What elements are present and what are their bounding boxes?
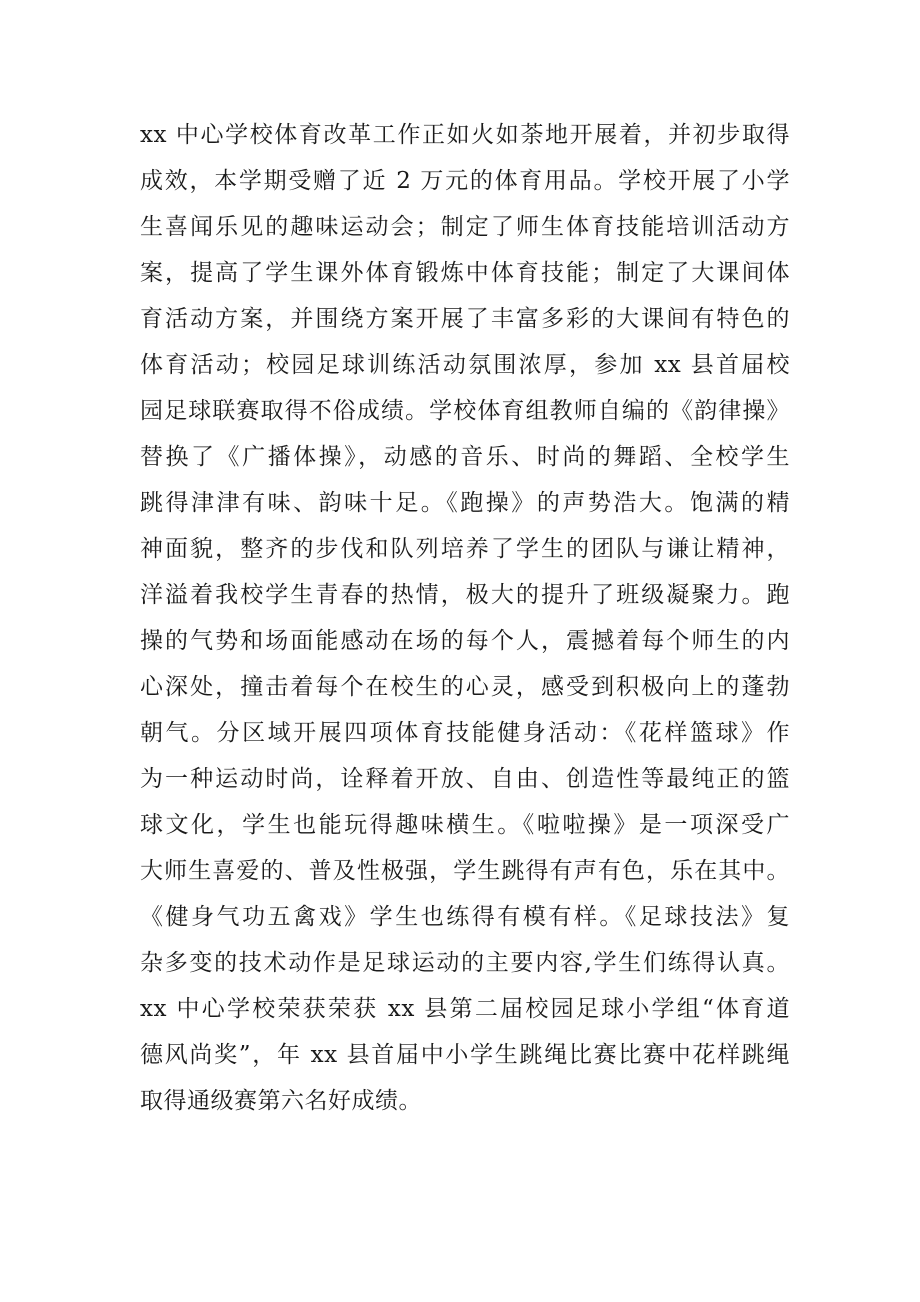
text-line: 操的气势和场面能感动在场的每个人，震撼着每个师生的内 [140,628,790,654]
body-paragraph [140,112,790,1124]
text-line: 成效，本学期受赠了近 2 万元的体育用品。学校开展了小学 [140,168,790,194]
text-line: xx 中心学校体育改革工作正如火如荼地开展着，并初步取得 [140,122,790,148]
text-line: 球文化，学生也能玩得趣味横生。《啦啦操》是一项深受广 [140,812,790,838]
text-line: 神面貌，整齐的步伐和队列培养了学生的团队与谦让精神， [140,536,790,562]
text-line: xx 中心学校荣获荣获 xx 县第二届校园足球小学组“体育道 [140,996,790,1022]
text-line: 育活动方案，并围绕方案开展了丰富多彩的大课间有特色的 [140,306,790,332]
text-line: 生喜闻乐见的趣味运动会；制定了师生体育技能培训活动方 [140,214,790,240]
text-line: 体育活动；校园足球训练活动氛围浓厚，参加 xx 县首届校 [140,352,790,378]
text-line: 为一种运动时尚，诠释着开放、自由、创造性等最纯正的篮 [140,766,790,792]
text-line: 大师生喜爱的、普及性极强，学生跳得有声有色，乐在其中。 [140,858,790,884]
text-line: 园足球联赛取得不俗成绩。学校体育组教师自编的《韵律操》 [140,398,790,424]
text-line: 洋溢着我校学生青春的热情，极大的提升了班级凝聚力。跑 [140,582,790,608]
text-line: 心深处，撞击着每个在校生的心灵，感受到积极向上的蓬勃 [140,674,790,700]
text-line: 德风尚奖”，年 xx 县首届中小学生跳绳比赛比赛中花样跳绳 [140,1042,790,1068]
text-line: 跳得津津有味、韵味十足。《跑操》的声势浩大。饱满的精 [140,490,790,516]
text-line: 替换了《广播体操》，动感的音乐、时尚的舞蹈、全校学生 [140,444,790,470]
text-line: 朝气。分区域开展四项体育技能健身活动：《花样篮球》作 [140,720,790,746]
text-line: 杂多变的技术动作是足球运动的主要内容,学生们练得认真。 [140,950,790,976]
text-line: 案，提高了学生课外体育锻炼中体育技能；制定了大课间体 [140,260,790,286]
text-line: 《健身气功五禽戏》学生也练得有模有样。《足球技法》复 [140,904,790,930]
text-line: 取得通级赛第六名好成绩。 [140,1088,422,1114]
